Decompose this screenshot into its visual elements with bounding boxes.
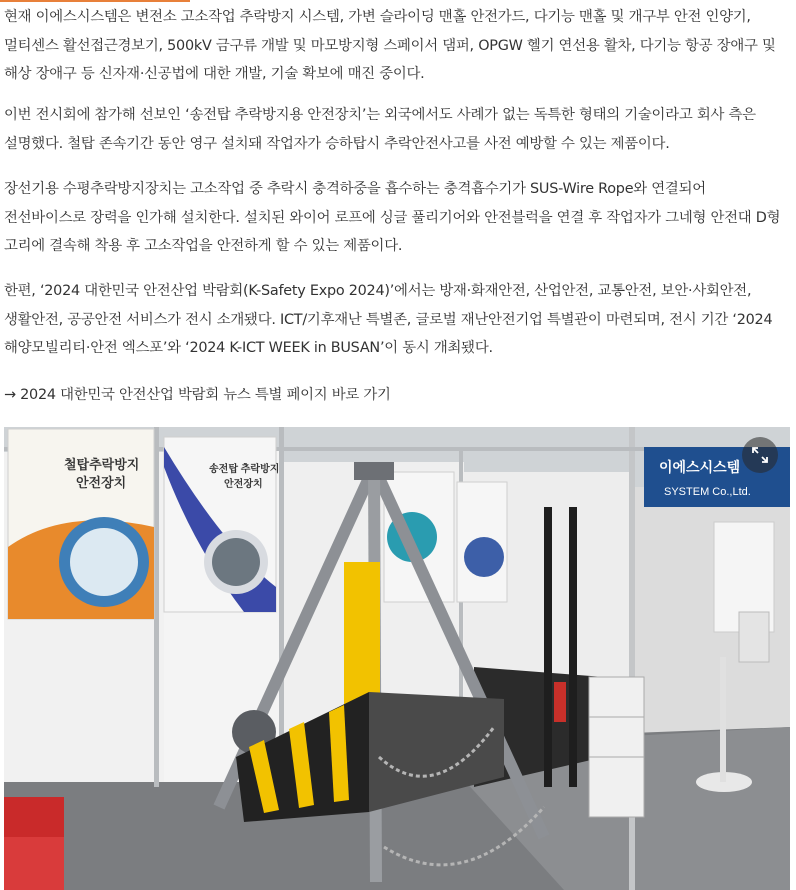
svg-text:이에스시스템: 이에스시스템 [659,459,741,475]
booth-illustration [4,427,790,890]
svg-text:송전탑 추락방지: 송전탑 추락방지 [209,464,280,475]
svg-text:철탑추락방지: 철탑추락방지 [64,457,140,472]
expand-arrows-icon[interactable] [742,437,778,473]
paragraph-1: 현재 이에스시스템은 변전소 고소작업 추락방지 시스템, 가변 슬라이딩 맨홀 안전가드, 다기능 맨홀 및 개구부 안전 인양기, 멀티센스 활선접근경보기, 500kV 금구류 개발 및 마모방지형 스페이서 댐퍼, OPGW 헬기 연선용 활차, 다기능 항공 장애구 및 해상 장애구 등 신자재·신공법에 대한 개발, 기술 확보에 매진 중이다. [4,9,776,82]
paragraph-3: 장선기용 수평추락방지장치는 고소작업 중 추락시 충격하중을 흡수하는 충격흡수기가 SUS-Wire Rope와 연결되어 전선바이스로 장력을 인가해 설치한다. 설치된 와이어 로프에 싱글 풀리기어와 안전블럭을 연결 후 작업자가 그네형 안전대 D형 고리에 결속해 착용 후 고소작업을 안전하게 할 수 있는 제품이다. [4,181,781,254]
svg-text:SYSTEM Co.,Ltd.: SYSTEM Co.,Ltd. [664,486,751,498]
svg-text:안전장치: 안전장치 [76,475,127,490]
svg-text:안전장치: 안전장치 [224,479,263,490]
poster-middle [164,437,279,612]
exhibition-photo[interactable] [4,427,790,890]
paragraph-2: 이번 전시회에 참가해 선보인 ‘송전탑 추락방지용 안전장치’는 외국에서도 사례가 없는 독특한 형태의 기술이라고 회사 측은 설명했다. 철탑 존속기간 동안 영구 설치돼 작업자가 승하탑시 추락안전사고를 사전 예방할 수 있는 제품이다. [4,107,756,152]
paragraph-4: 한편, ‘2024 대한민국 안전산업 박람회(K-Safety Expo 2024)’에서는 방재·화재안전, 산업안전, 교통안전, 보안·사회안전, 생활안전, 공공안전 서비스가 전시 소개됐다. ICT/기후재난 특별존, 글로벌 재난안전기업 특별관이 마련되며, 전시 기간 ‘2024 해양모빌리티·안전 엑스포’와 ‘2024 K-ICT WEEK in BUSAN’이 동시 개최됐다. [4,283,773,356]
poster-left [8,429,154,619]
special-page-link[interactable]: → 2024 대한민국 안전산업 박람회 뉴스 특별 페이지 바로 가기 [4,387,391,403]
accent-line [0,0,190,2]
